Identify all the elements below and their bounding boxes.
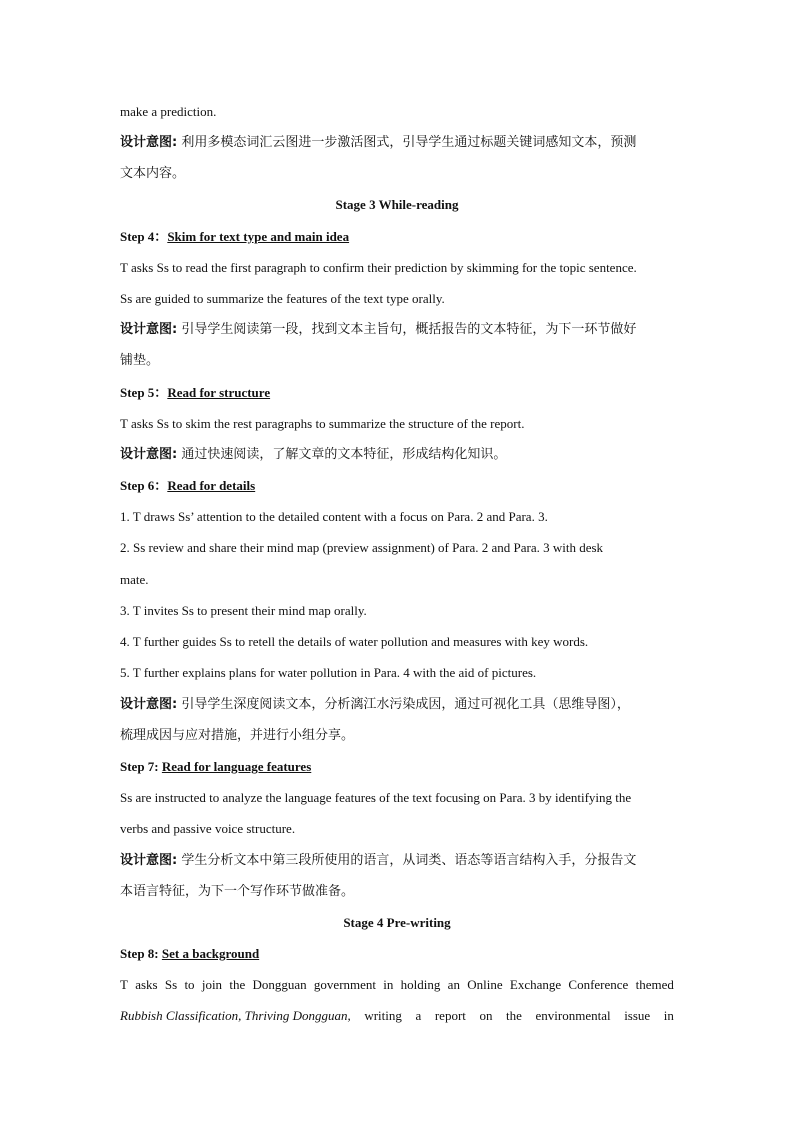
word: report <box>434 1008 466 1023</box>
step-7-para-2: verbs and passive voice structure. <box>120 821 296 836</box>
step-8-prefix: Step 8: <box>120 946 162 961</box>
design-intent-text: 引导学生阅读第一段，找到文本主旨句，概括报告的文本特征，为下一环节做好 <box>177 322 637 337</box>
step-5-para-1: T asks Ss to skim the rest paragraphs to summarize the structure of the report. <box>120 416 525 431</box>
design-intent-text: 引导学生深度阅读文本，分析漓江水污染成因，通过可视化工具（思维导图）， <box>177 697 630 712</box>
design-intent-text: 通过快速阅读，了解文章的文本特征，形成结构化知识。 <box>177 447 507 462</box>
step-6-item-4: 4. T further guides Ss to retell the details of water pollution and measures with key words. <box>120 634 589 649</box>
word: a <box>415 1008 422 1023</box>
step-6-item-3: 3. T invites Ss to present their mind map orally. <box>120 603 367 618</box>
design-intent-text: 利用多模态词汇云图进一步激活图式，引导学生通过标题关键词感知文本，预测 <box>177 135 637 150</box>
step-8-heading <box>120 945 259 963</box>
word: the <box>229 977 246 992</box>
word: the <box>506 1008 522 1023</box>
step-6-item-2: 2. Ss review and share their mind map (preview assignment) of Para. 2 and Para. 3 with desk <box>120 540 604 555</box>
word: an <box>447 977 460 992</box>
step-6-item-5: 5. T further explains plans for water pollution in Para. 4 with the aid of pictures. <box>120 665 537 680</box>
theme-title: Rubbish Classification, Thriving Dongguan, <box>120 1008 351 1023</box>
design-intent-2-cont: 铺垫。 <box>120 353 160 368</box>
step-6-heading <box>120 477 255 495</box>
word: on <box>479 1008 493 1023</box>
step-4-title: Skim for text type and main idea <box>167 229 350 244</box>
design-intent-label: 设计意图: <box>120 135 178 150</box>
design-intent-4-cont: 梳理成因与应对措施，并进行小组分享。 <box>120 728 355 743</box>
step-7-prefix: Step 7: <box>120 759 162 774</box>
word: Exchange <box>509 977 562 992</box>
word: to <box>184 977 195 992</box>
step-7-para-1: Ss are instructed to analyze the language features of the text focusing on Para. 3 by identifying the <box>120 790 632 805</box>
step-6-title: Read for details <box>167 478 256 493</box>
stage-3-heading: Stage 3 While-reading <box>335 197 459 212</box>
step-4-heading <box>120 228 349 246</box>
design-intent-text: 学生分析文本中第三段所使用的语言，从词类、语态等语言结构入手，分报告文 <box>177 853 637 868</box>
word: join <box>201 977 223 992</box>
word: themed <box>635 977 674 992</box>
design-intent-1 <box>120 134 636 152</box>
step-7-heading <box>120 758 311 776</box>
step-8-title: Set a background <box>161 946 260 961</box>
word: writing <box>364 1008 402 1023</box>
design-intent-label: 设计意图: <box>120 853 178 868</box>
word: in <box>663 1008 674 1023</box>
step-4-para-2: Ss are guided to summarize the features of the text type orally. <box>120 291 445 306</box>
word: government <box>313 977 377 992</box>
word: holding <box>400 977 441 992</box>
word: Dongguan <box>252 977 307 992</box>
word: T <box>120 977 128 992</box>
word: environmental <box>535 1008 611 1023</box>
word: Conference <box>568 977 629 992</box>
text-line: make a prediction. <box>120 104 217 119</box>
step-4-para-1: T asks Ss to read the first paragraph to confirm their prediction by skimming for the topic sentence. <box>120 260 637 275</box>
design-intent-label: 设计意图: <box>120 697 178 712</box>
word: issue <box>624 1008 651 1023</box>
design-intent-4 <box>120 696 630 714</box>
step-8-para-1 <box>120 976 674 994</box>
design-intent-1-cont: 文本内容。 <box>120 166 186 181</box>
design-intent-label: 设计意图: <box>120 447 178 462</box>
design-intent-5-cont: 本语言特征，为下一个写作环节做准备。 <box>120 884 355 899</box>
design-intent-2 <box>120 321 636 339</box>
step-6-prefix: Step 6： <box>120 478 168 493</box>
design-intent-3 <box>120 446 506 464</box>
step-5-prefix: Step 5： <box>120 385 168 400</box>
word: Online <box>467 977 503 992</box>
design-intent-label: 设计意图: <box>120 322 178 337</box>
stage-4-heading: Stage 4 Pre-writing <box>343 915 451 930</box>
step-4-prefix: Step 4： <box>120 229 168 244</box>
step-5-title: Read for structure <box>167 385 271 400</box>
word: in <box>383 977 394 992</box>
step-6-item-1: 1. T draws Ss’ attention to the detailed content with a focus on Para. 2 and Para. 3. <box>120 509 548 524</box>
word: Ss <box>164 977 178 992</box>
step-7-title: Read for language features <box>161 759 312 774</box>
word: asks <box>135 977 158 992</box>
step-8-para-2 <box>120 1007 674 1025</box>
step-5-heading <box>120 384 270 402</box>
step-6-item-2-cont: mate. <box>120 572 149 587</box>
design-intent-5 <box>120 852 636 870</box>
